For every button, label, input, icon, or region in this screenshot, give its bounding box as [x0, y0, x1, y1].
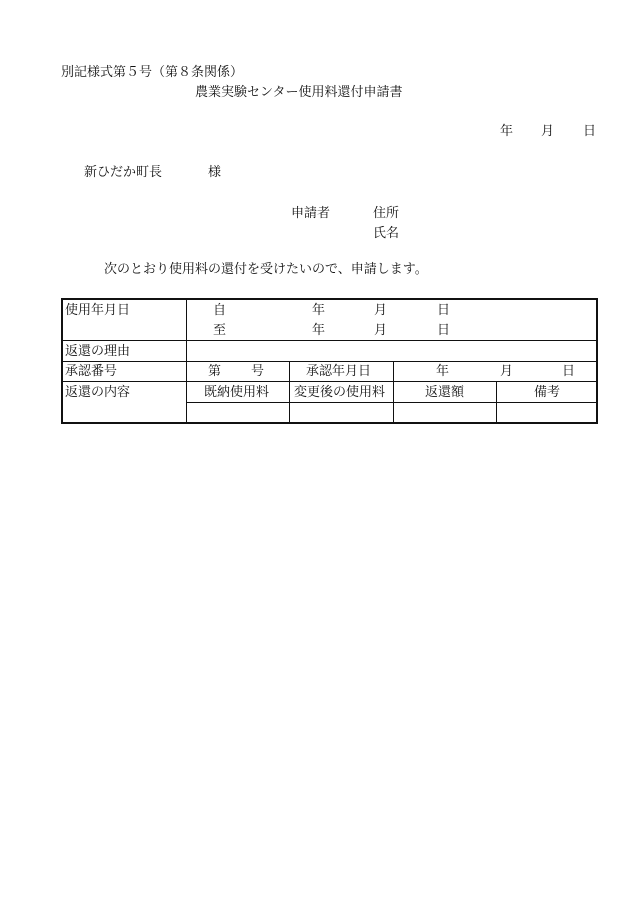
divider — [289, 361, 290, 422]
divider — [63, 340, 598, 341]
name-label: 氏名 — [373, 226, 400, 241]
col-changed-fee: 変更後の使用料 — [294, 385, 386, 400]
approval-number-suffix: 号 — [251, 364, 265, 379]
col-refund-amount: 返還額 — [425, 385, 465, 400]
approval-year: 年 — [436, 364, 450, 379]
date-month-label: 月 — [541, 124, 555, 139]
divider — [63, 361, 598, 362]
usage-to-day: 日 — [437, 323, 451, 338]
approval-number-label: 承認番号 — [65, 364, 118, 379]
divider — [393, 361, 394, 422]
usage-from-month: 月 — [374, 303, 388, 318]
refund-reason-label: 返還の理由 — [65, 344, 131, 359]
addressee-name: 新ひだか町長 — [84, 165, 163, 180]
approval-number-prefix: 第 — [208, 364, 222, 379]
divider — [186, 402, 598, 403]
usage-from-day: 日 — [437, 303, 451, 318]
usage-to-year: 年 — [312, 323, 326, 338]
approval-month: 月 — [500, 364, 514, 379]
usage-from-year: 年 — [312, 303, 326, 318]
divider — [186, 300, 187, 422]
date-day-label: 日 — [583, 124, 597, 139]
approval-date-label: 承認年月日 — [306, 364, 372, 379]
divider — [496, 381, 497, 422]
applicant-label: 申請者 — [291, 206, 331, 221]
usage-from-label: 自 — [213, 303, 227, 318]
application-statement: 次のとおり使用料の還付を受けたいので、申請します。 — [104, 262, 428, 277]
document-title: 農業実験センター使用料還付申請書 — [195, 85, 403, 100]
approval-day: 日 — [562, 364, 576, 379]
col-remarks: 備考 — [534, 385, 561, 400]
address-label: 住所 — [373, 206, 400, 221]
usage-to-label: 至 — [213, 323, 227, 338]
refund-form-table — [61, 298, 598, 424]
divider — [63, 381, 598, 382]
refund-content-label: 返還の内容 — [65, 385, 131, 400]
form-number: 別記様式第５号（第８条関係） — [61, 65, 244, 80]
usage-date-label: 使用年月日 — [65, 303, 131, 318]
usage-to-month: 月 — [374, 323, 388, 338]
date-year-label: 年 — [500, 124, 514, 139]
col-paid-fee: 既納使用料 — [204, 385, 270, 400]
addressee-honorific: 様 — [208, 165, 222, 180]
